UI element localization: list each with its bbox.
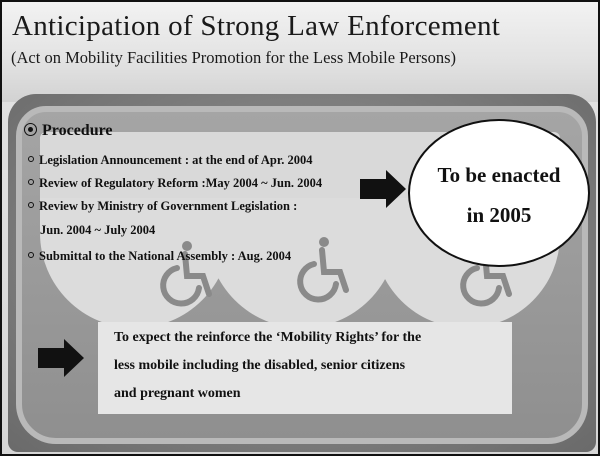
expectation-line: To expect the reinforce the ‘Mobility Rights’ for the <box>114 330 422 345</box>
slide-subtitle: (Act on Mobility Facilities Promotion for the Less Mobile Persons) <box>11 48 457 67</box>
slide-title: Anticipation of Strong Law Enforcement <box>12 10 501 42</box>
expectation-box <box>98 322 512 414</box>
callout-text: in 2005 <box>466 203 532 227</box>
wheelchair-icon <box>294 234 354 304</box>
radio-bullet-icon <box>24 123 37 136</box>
bullet-icon <box>28 156 34 162</box>
bullet-icon <box>28 252 34 258</box>
procedure-step <box>28 176 322 191</box>
procedure-step <box>28 249 291 264</box>
procedure-step-text: Review by Ministry of Government Legislation : <box>39 199 298 213</box>
right-arrow-icon <box>38 339 86 377</box>
procedure-step <box>28 153 313 168</box>
procedure-step-text: Review of Regulatory Reform :May 2004 ~ Jun. 2004 <box>39 176 323 190</box>
callout-text: To be enacted <box>437 163 561 187</box>
bullet-icon <box>28 179 34 185</box>
procedure-step <box>28 199 297 214</box>
procedure-step-text: Legislation Announcement : at the end of Apr. 2004 <box>39 153 313 167</box>
expectation-line: less mobile including the disabled, senior citizens <box>114 358 406 373</box>
enactment-callout <box>408 119 590 267</box>
slide-header <box>2 2 598 102</box>
procedure-heading-label: Procedure <box>42 122 113 139</box>
procedure-heading <box>24 122 113 140</box>
expectation-line: and pregnant women <box>114 386 241 401</box>
right-arrow-icon <box>360 170 408 208</box>
bullet-icon <box>28 202 34 208</box>
procedure-step-continuation: Jun. 2004 ~ July 2004 <box>40 223 156 237</box>
procedure-step-text: Submittal to the National Assembly : Aug. 2004 <box>39 249 292 263</box>
